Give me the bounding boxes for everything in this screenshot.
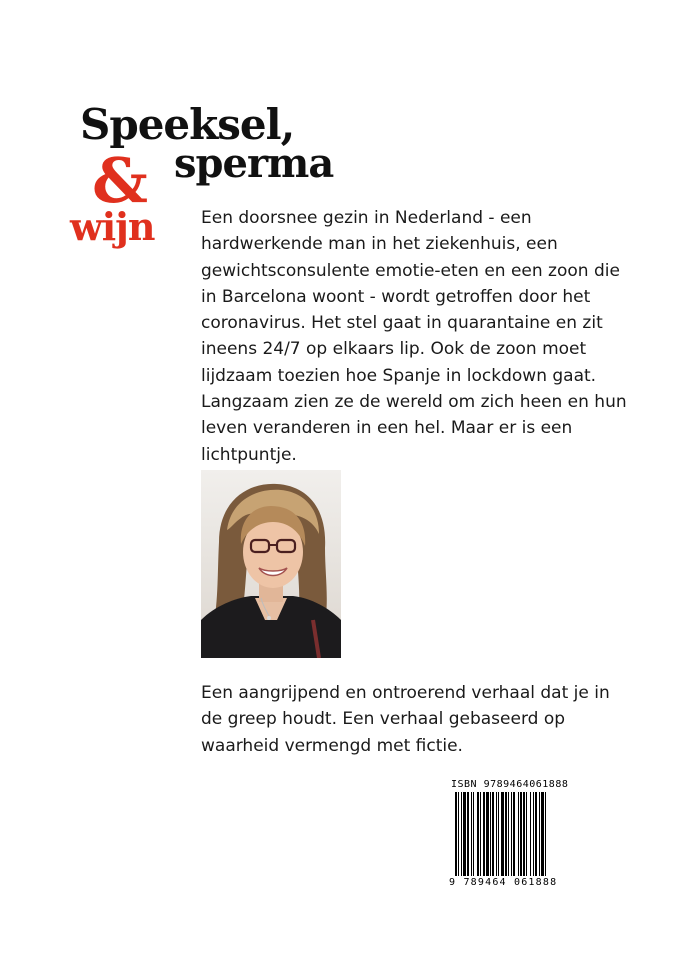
title-line-1: Speeksel,: [80, 100, 295, 149]
isbn-barcode: [447, 779, 575, 891]
title-ampersand: &: [92, 144, 148, 217]
blurb-paragraph-1: Een doorsnee gezin in Nederland - een hardwerkende man in het ziekenhuis, een gewichtsconsulente emotie-eten en een zoon die in Barcelona woont - wordt getroffen door het coronavirus. Het stel gaat in quarantaine en zit ineens 24/7 op elkaars lip. Ook de zoon moet lijdzaam toezien hoe Spanje in lockdown gaat. Langzaam zien ze de wereld om zich heen en hun leven veranderen in een hel. Maar er is een lichtpuntje.: [201, 208, 627, 465]
title-line-2: sperma: [174, 140, 334, 187]
title-line-3: wijn: [70, 204, 155, 249]
author-photo: [201, 470, 341, 658]
isbn-digits: 9 789464 061888: [449, 877, 558, 888]
blurb-paragraph-2: Een aangrijpend en ontroerend verhaal dat je in de greep houdt. Een verhaal gebaseerd op waarheid vermengd met fictie.: [201, 683, 610, 756]
isbn-label: ISBN 9789464061888: [451, 779, 569, 790]
barcode-bars: [455, 792, 569, 876]
